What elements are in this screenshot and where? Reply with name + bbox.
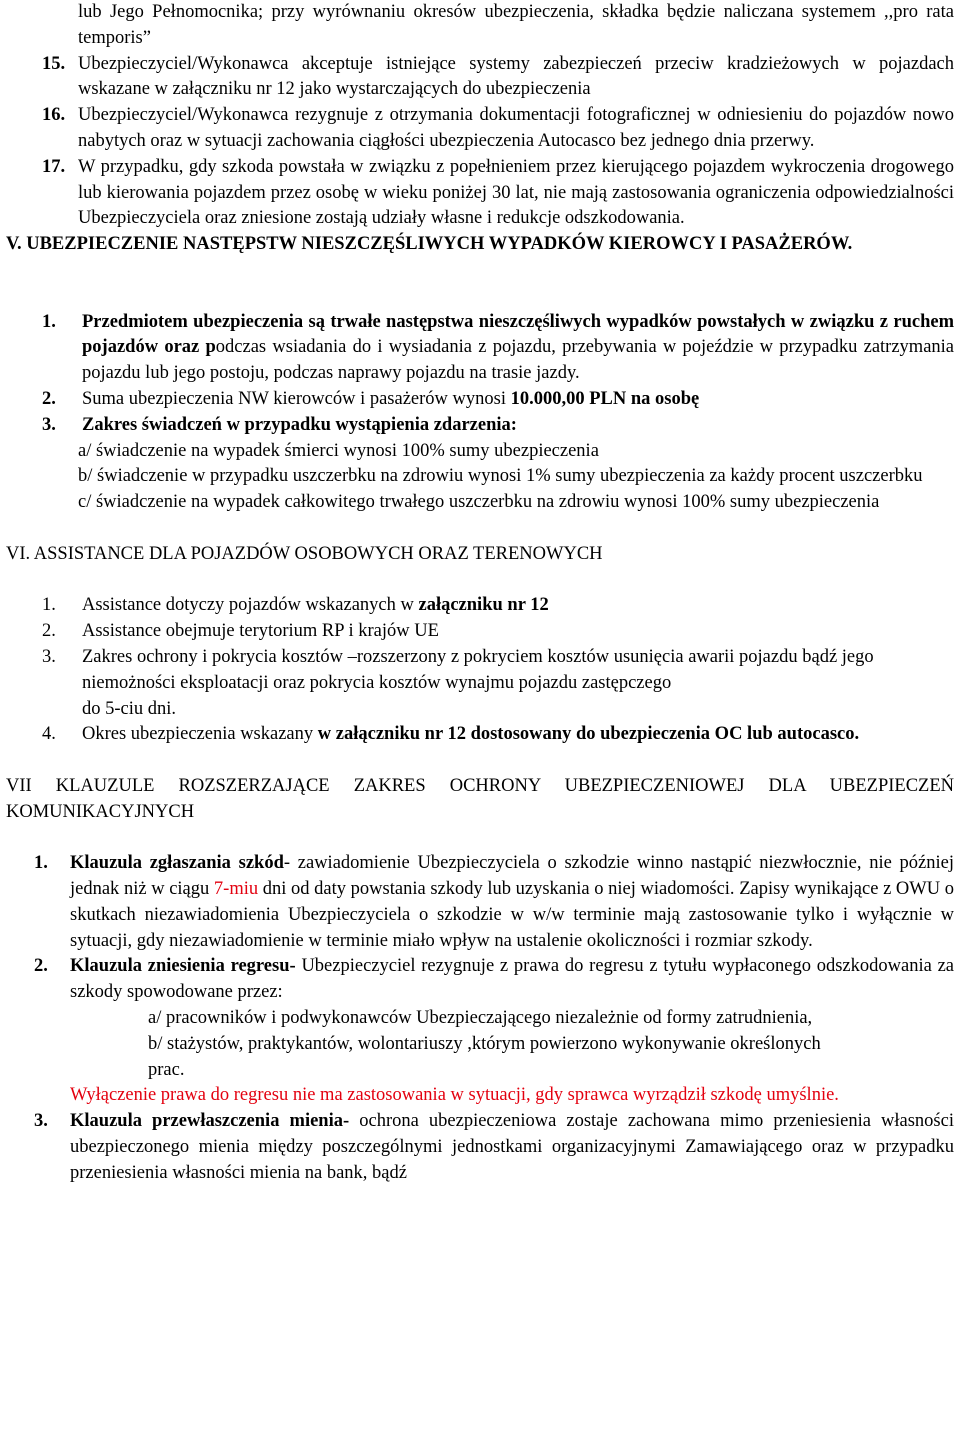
item-number: 2. (42, 388, 56, 409)
item-text: Zakres ochrony i pokrycia kosztów –rozszerzony z pokryciem kosztów usunięcia awarii pojazdu bądź jego niemożności eksploatacji oraz pokrycia kosztów wynajmu pojazdu zastępczego (82, 646, 874, 693)
clause-number: 3. (34, 1111, 48, 1132)
item-text: Assistance obejmuje terytorium RP i krajów UE (82, 621, 439, 642)
clause-2-b: b/ stażystów, praktykantów, wolontariuszy ,którym powierzono wykonywanie określonych prac. (148, 1033, 821, 1080)
section-6-item-2 (42, 619, 954, 645)
clause-text: Klauzula przewłaszczenia mienia- ochrona ubezpieczeniowa zostaje zachowana mimo przeniesienia własności ubezpieczonego mienia między poszczególnymi jednostkami organizacyjnymi Zamawiającego oraz w przypadku przeniesienia własności mienia na bank, bądź (70, 1111, 954, 1183)
paragraph-text: W przypadku, gdy szkoda powstała w związku z popełnieniem przez kierującego pojazdem wykroczenia drogowego lub kierowania pojazdem przez osobę w wieku poniżej 30 lat, nie mają zastosowania ograniczenia odpowiedzialności Ubezpieczyciela oraz zniesione zostają udziały własne i redukcje odszkodowania. (78, 156, 954, 229)
clause-text: Klauzula zniesienia regresu- Ubezpieczyciel rezygnuje z prawa do regresu z tytułu wypłaconego odszkodowania za szkody spowodowane przez: (70, 956, 954, 1003)
benefit-c: c/ świadczenie na wypadek całkowitego trwałego uszczerbku na zdrowiu wynosi 100% sumy ubezpieczenia (78, 492, 880, 513)
item-number: 4. (42, 724, 56, 745)
section-6-item-4 (42, 722, 954, 748)
section-6-item-3 (42, 645, 954, 697)
paragraph-number: 16. (42, 105, 66, 126)
item-number: 3. (42, 414, 56, 435)
item-number: 1. (42, 311, 56, 332)
item-3-tail: do 5-ciu dni. (82, 698, 177, 719)
item-number: 2. (42, 621, 56, 642)
section-5-item-2 (42, 387, 954, 413)
paragraph-14-continuation (78, 0, 954, 52)
item-text: Okres ubezpieczenia wskazany w załączniku nr 12 dostosowany do ubezpieczenia OC lub autocasco. (82, 724, 860, 745)
paragraph-16 (42, 103, 954, 155)
section-5-heading: V. UBEZPIECZENIE NASTĘPSTW NIESZCZĘŚLIWYCH WYPADKÓW KIEROWCY I PASAŻERÓW. (6, 234, 853, 255)
paragraph-text: Ubezpieczyciel/Wykonawca akceptuje istniejące systemy zabezpieczeń przeciw kradzieżowych w pojazdach wskazane w załączniku nr 12 jako wystarczających do ubezpieczenia (78, 53, 954, 100)
section-6-heading: VI. ASSISTANCE DLA POJAZDÓW OSOBOWYCH ORAZ TERENOWYCH (6, 543, 603, 564)
item-text: Przedmiotem ubezpieczenia są trwałe następstwa nieszczęśliwych wypadków powstałych w związku z ruchem pojazdów oraz podczas wsiadania do i wysiadania z pojazdu, przebywania w pojeździe w przypadku zatrzymania pojazdu lub jego postoju, podczas naprawy pojazdu na trasie jazdy. (82, 311, 955, 384)
document-page (6, 0, 954, 1187)
paragraph-15 (42, 52, 954, 104)
benefit-b: b/ świadczenie w przypadku uszczerbku na zdrowiu wynosi 1% sumy ubezpieczenia za każdy procent uszczerbku (78, 466, 923, 487)
item-number: 3. (42, 646, 56, 667)
section-5-item-1 (42, 310, 954, 387)
paragraph-text: lub Jego Pełnomocnika; przy wyrównaniu okresów ubezpieczenia, składka będzie naliczana systemem ,,pro rata temporis” (78, 2, 954, 48)
clause-text: Klauzula zgłaszania szkód- zawiadomienie Ubezpieczyciela o szkodzie winno nastąpić niezwłocznie, nie później jednak niż w ciągu 7-miu dni od daty powstania szkody lub uzyskania o niej wiadomości. Zapisy wynikające z OWU o skutkach niezawiadomienia Ubezpieczyciela o szkodzie w w/w terminie mają zastosowanie tylko i wyłącznie w sytuacji, gdy niezawiadomienie w terminie miało wpływ na ustalenie okoliczności i rozmiar szkody. (70, 853, 954, 951)
item-text: Suma ubezpieczenia NW kierowców i pasażerów wynosi 10.000,00 PLN na osobę (82, 388, 700, 409)
clause-3 (34, 1109, 954, 1186)
item-number: 1. (42, 595, 56, 616)
clause-2 (34, 954, 954, 1006)
benefit-a: a/ świadczenie na wypadek śmierci wynosi 100% sumy ubezpieczenia (78, 440, 599, 461)
clause-1 (34, 851, 954, 954)
paragraph-number: 15. (42, 53, 66, 74)
clause-2-a: a/ pracowników i podwykonawców Ubezpieczającego niezależnie od formy zatrudnienia, (148, 1008, 813, 1029)
paragraph-text: Ubezpieczyciel/Wykonawca rezygnuje z otrzymania dokumentacji fotograficznej w odniesieniu do pojazdów nowo nabytych oraz w sytuacji zachowania ciągłości ubezpieczenia Autocasco bez jednego dnia przerwy. (78, 105, 954, 151)
clause-2-exclusion: Wyłączenie prawa do regresu nie ma zastosowania w sytuacji, gdy sprawca wyrządził szkodę umyślnie. (70, 1085, 839, 1106)
clause-number: 1. (34, 853, 48, 874)
paragraph-number: 17. (42, 156, 66, 177)
section-7-heading: VII KLAUZULE ROZSZERZAJĄCE ZAKRES OCHRONY UBEZPIECZENIOWEJ DLA UBEZPIECZEŃ KOMUNIKACYJNYCH (6, 775, 954, 822)
clause-number: 2. (34, 956, 48, 977)
item-text: Assistance dotyczy pojazdów wskazanych w załączniku nr 12 (82, 595, 549, 616)
item-text: Zakres świadczeń w przypadku wystąpienia zdarzenia: (82, 414, 517, 435)
section-5-item-3 (42, 413, 954, 439)
section-6-item-1 (42, 593, 954, 619)
paragraph-17 (42, 155, 954, 232)
